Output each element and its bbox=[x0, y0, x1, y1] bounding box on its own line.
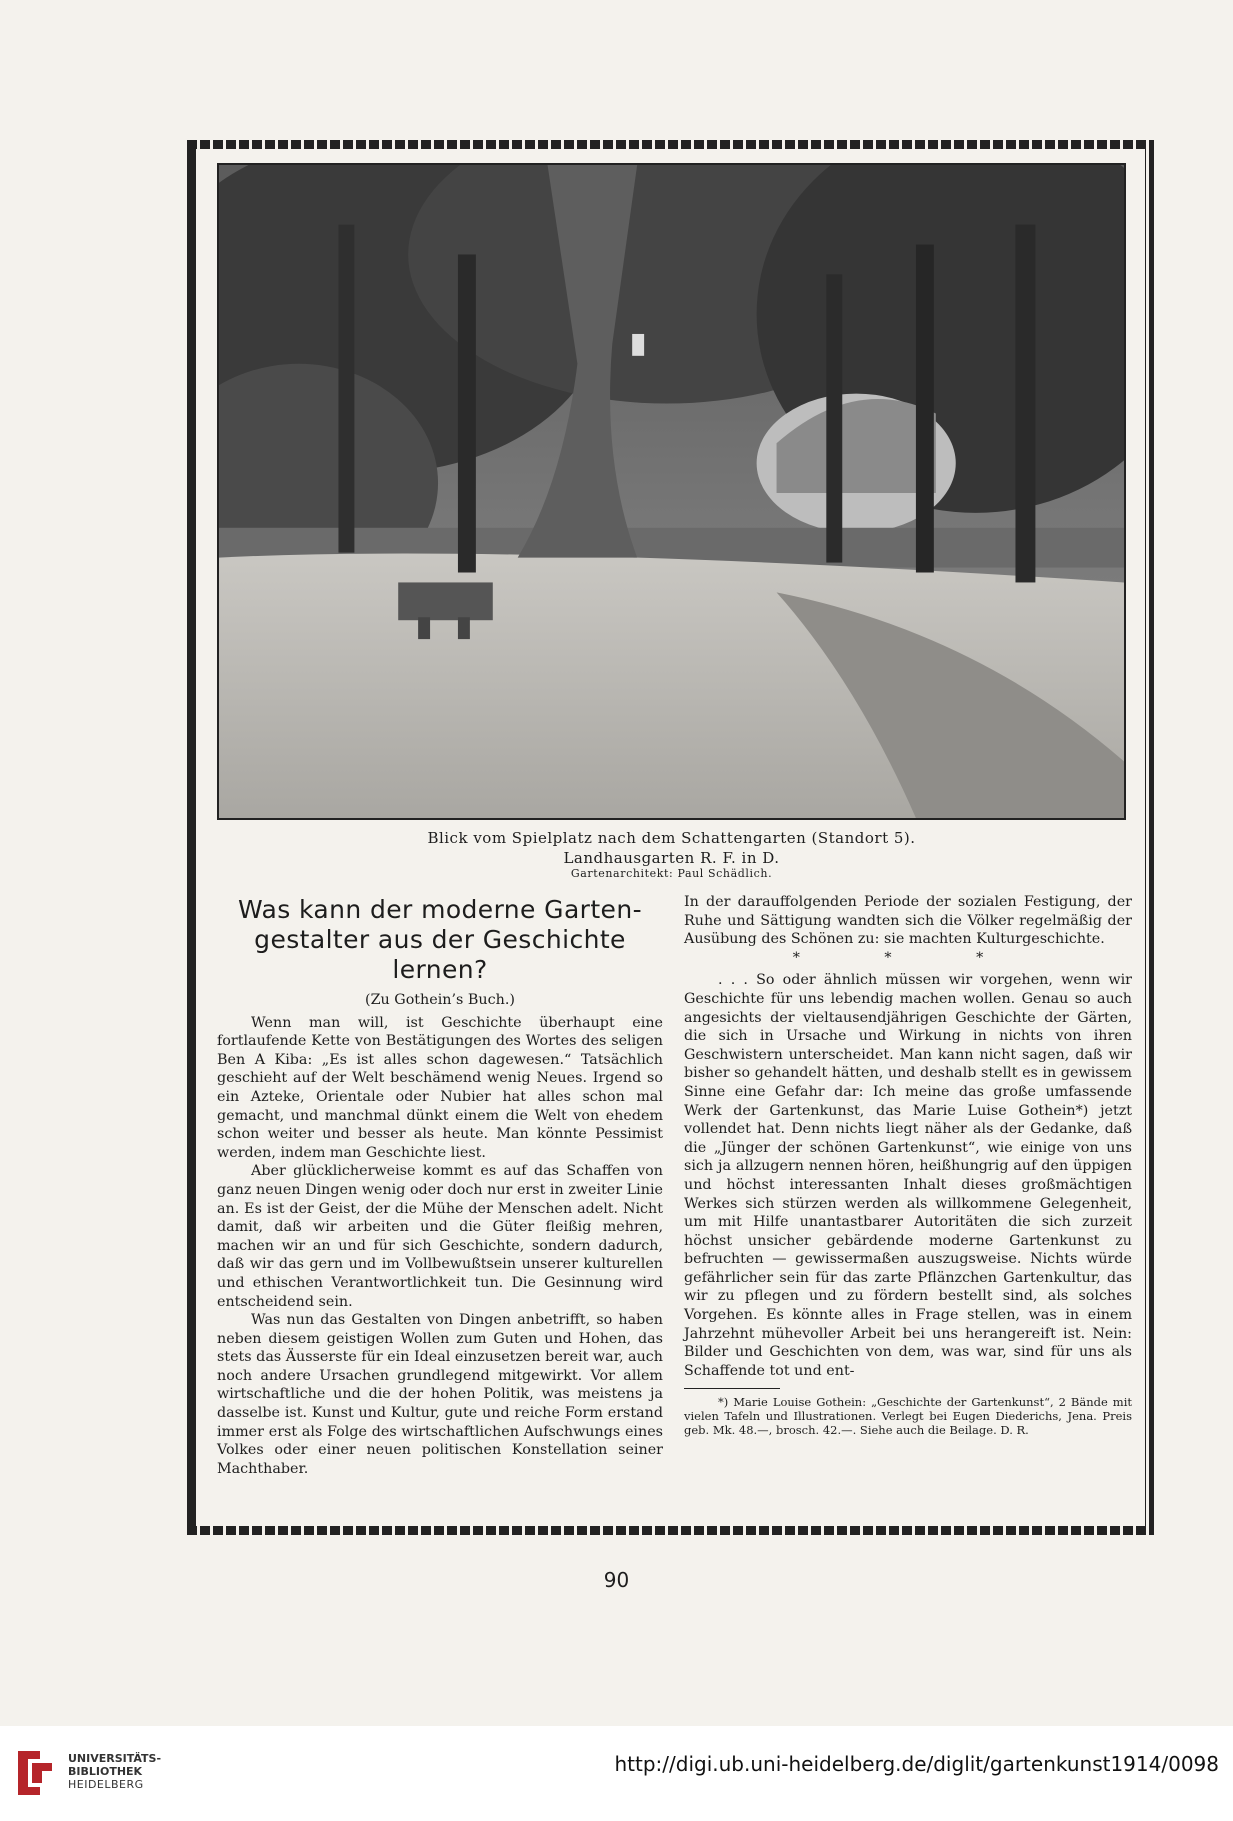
paragraph: . . . So oder ähnlich müssen wir vorgehen, wenn wir Geschichte für uns lebendig machen wollen. Genau so auch angesichts der vieltausendjährigen Geschichte der Gärten, die sich in Ursache und Wirkung in nichts von ihren Geschwistern unterscheidet. Man kann nicht sagen, daß wir bisher so gehandelt hätten, und deshalb stellt es in gewissem Sinne eine Gefahr dar: Ich meine das große umfassende Werk der Gartenkunst, das Marie Luise Gothein*) jetzt vollendet hat. Denn nichts liegt näher als der Gedanke, daß die „Jünger der schönen Gartenkunst“, wie einige von uns sich ja allzugern nennen hören, heißhungrig auf den üppigen und höchst interessanten Inhalt dieses großmächtigen Werkes sich stürzen werden als willkommene Gelegenheit, um mit Hilfe unantastbarer Autoritäten die sich zurzeit höchst unsicher gebärdende moderne Gartenkunst zu befruchten — gewissermaßen auszugsweise. Nichts würde gefährlicher sein für das zarte Pflänzchen Gartenkultur, das wir zu pflegen und zu fördern bestellt sind, als solches Vorgehen. Es könnte alles in Frage stellen, was in einem Jahrzehnt mühevoller Arbeit bei uns herangereift ist. Nein: Bilder und Geschichten von dem, was war, sind für uns als Schaffende tot und ent- bbox=[684, 972, 1132, 1379]
library-logo-icon bbox=[14, 1747, 56, 1799]
article-title: Was kann der moderne Garten- gestalter aus der Geschichte lernen? bbox=[237, 895, 642, 984]
paragraph: Wenn man will, ist Geschichte überhaupt eine fortlaufende Kette von Bestätigungen des Wortes des seligen Ben A Kiba: „Es ist alles schon dagewesen.“ Tatsächlich geschieht auf der Welt beschämend wenig Neues. Irgend so ein Azteke, Orientale oder Nubier hat alles schon mal gemacht, und manchmal dünkt einem die Welt von ehedem schon weiter und besser als heute. Man könnte Pessimist werden, indem man Geschichte liest. bbox=[217, 1014, 663, 1161]
left-column bbox=[217, 893, 663, 1478]
garden-photo-image bbox=[219, 165, 1124, 818]
footnote: *) Marie Louise Gothein: „Geschichte der Gartenkunst“, 2 Bände mit vielen Tafeln und Illustrationen. Verlegt bei Eugen Diederichs, Jena. Preis geb. Mk. 48.—, brosch. 42.—. Siehe auch die Beilage. D. R. bbox=[684, 1395, 1132, 1438]
photo-caption-location: Landhausgarten R. F. in D. bbox=[563, 849, 780, 867]
paragraph: In der darauffolgenden Periode der sozialen Festigung, der Ruhe und Sättigung wandten sich die Völker regelmäßig der Ausübung des Schönen zu: sie machten Kulturgeschichte. bbox=[684, 894, 1132, 948]
footnote-rule bbox=[684, 1388, 780, 1389]
library-name: UNIVERSITÄTS- BIBLIOTHEK HEIDELBERG bbox=[68, 1752, 162, 1791]
paragraph: Aber glücklicherweise kommt es auf das Schaffen von ganz neuen Dingen wenig oder doch nur erst in zweiter Linie an. Es ist der Geist, der die Mühe der Menschen adelt. Nicht damit, daß wir arbeiten und die Güter fleißig mehren, machen wir an und für sich Geschichte, sondern dadurch, daß wir das gern und im Vollbewußtsein unserer kulturellen und ethischen Verantwortlichkeit tun. Die Gesinnung wird entscheidend sein. bbox=[217, 1163, 663, 1310]
page-number: 90 bbox=[603, 1568, 630, 1592]
paragraph: Was nun das Gestalten von Dingen anbetrifft, so haben neben diesem geistigen Wollen zum Guten und Hohen, das stets das Äusserste für ein Ideal einzusetzen bereit war, auch noch andere Ursachen grundlegend mitgewirkt. Vor allem wirtschaftliche und die der hohen Politik, was meistens ja dasselbe ist. Kunst und Kultur, gute und reiche Form erstand immer erst als Folge des wirtschaftlichen Aufschwungs eines Volkes oder einer neuen politischen Konstellation seiner Machthaber. bbox=[217, 1312, 663, 1477]
right-column bbox=[684, 893, 1132, 1437]
photo-caption-architect: Gartenarchitekt: Paul Schädlich. bbox=[570, 867, 773, 880]
photo-caption: Blick vom Spielplatz nach dem Schattengarten (Standort 5). bbox=[427, 829, 916, 847]
section-divider-stars: * * * bbox=[792, 949, 1024, 966]
source-url-link[interactable]: http://digi.ub.uni-heidelberg.de/diglit/gartenkunst1914/0098 bbox=[614, 1752, 1219, 1776]
garden-photograph bbox=[217, 163, 1126, 820]
article-subtitle: (Zu Gothein’s Buch.) bbox=[365, 992, 515, 1008]
